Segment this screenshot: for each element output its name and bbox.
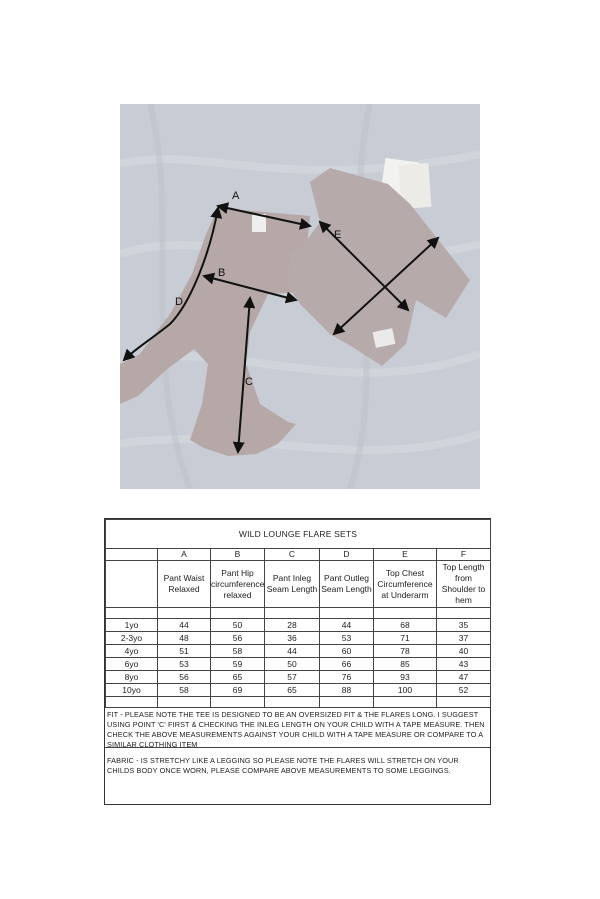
table-cell: 58: [211, 645, 265, 658]
table-cell: 36: [265, 632, 320, 645]
spacer-row: [106, 608, 491, 619]
table-cell: 35: [437, 619, 491, 632]
table-cell: 65: [211, 671, 265, 684]
table-cell: 37: [437, 632, 491, 645]
letter-a: A: [158, 549, 211, 561]
letter-f: F: [437, 549, 491, 561]
table-cell: 44: [265, 645, 320, 658]
table-cell: 52: [437, 684, 491, 697]
table-cell: 100: [374, 684, 437, 697]
header-pant-outleg: Pant Outleg Seam Length: [320, 561, 374, 608]
table-cell: 57: [265, 671, 320, 684]
marker-f: F: [431, 237, 438, 249]
table-cell: 44: [320, 619, 374, 632]
table-row: [106, 632, 491, 645]
size-table: [105, 519, 491, 708]
table-cell: 40: [437, 645, 491, 658]
marker-c: C: [245, 376, 253, 388]
spacer-row: [106, 697, 491, 708]
table-cell: 53: [320, 632, 374, 645]
table-cell: 78: [374, 645, 437, 658]
letter-c: C: [265, 549, 320, 561]
letter-row: [106, 549, 491, 561]
table-row: [106, 619, 491, 632]
table-cell: 50: [265, 658, 320, 671]
header-row: [106, 561, 491, 608]
header-pant-inleg: Pant Inleg Seam Length: [265, 561, 320, 608]
table-cell: 56: [158, 671, 211, 684]
table-cell: 44: [158, 619, 211, 632]
marker-a: A: [232, 190, 240, 202]
fabric-note: FABRIC - IS STRETCHY LIKE A LEGGING SO PLEASE NOTE THE FLARES WILL STRETCH ON YOUR CHILDS BODY ONCE WORN, PLEASE COMPARE ABOVE MEASUREMENTS TO SOME LEGGINGS.: [107, 756, 459, 775]
fit-note: FIT - PLEASE NOTE THE TEE IS DESIGNED TO BE AN OVERSIZED FIT & THE FLARES LONG. I SUGGEST USING POINT 'C' FIRST & CHECKING THE INLEG LENGTH ON YOUR CHILD WITH A TAPE MEASURE. THEN CHECK THE ABOVE MEASUREMENTS AGAINST YOUR CHILD WITH A TAPE MEASURE OR COMPARE TO A SIMILAR CLOTHING ITEM: [105, 708, 490, 748]
table-cell: 58: [158, 684, 211, 697]
table-cell: 88: [320, 684, 374, 697]
marker-e: E: [334, 229, 342, 241]
table-cell: 59: [211, 658, 265, 671]
size-label: 10yo: [106, 684, 158, 697]
size-label: 2-3yo: [106, 632, 158, 645]
table-cell: 60: [320, 645, 374, 658]
size-label: 8yo: [106, 671, 158, 684]
garment-illustration: [120, 104, 480, 489]
header-top-length: Top Length from Shoulder to hem: [437, 561, 491, 608]
table-cell: 47: [437, 671, 491, 684]
letter-d: D: [320, 549, 374, 561]
table-row: [106, 671, 491, 684]
table-cell: 53: [158, 658, 211, 671]
table-cell: 50: [211, 619, 265, 632]
table-cell: 71: [374, 632, 437, 645]
table-row: [106, 645, 491, 658]
table-cell: 85: [374, 658, 437, 671]
header-pant-hip: Pant Hip circumference relaxed: [211, 561, 265, 608]
size-chart: [104, 518, 491, 805]
size-label: 4yo: [106, 645, 158, 658]
table-cell: 28: [265, 619, 320, 632]
table-cell: 66: [320, 658, 374, 671]
header-pant-waist: Pant Waist Relaxed: [158, 561, 211, 608]
table-cell: 43: [437, 658, 491, 671]
letter-e: E: [374, 549, 437, 561]
product-photo: [120, 104, 480, 489]
letter-b: B: [211, 549, 265, 561]
table-cell: 65: [265, 684, 320, 697]
size-label: 6yo: [106, 658, 158, 671]
table-row: [106, 658, 491, 671]
size-label: 1yo: [106, 619, 158, 632]
table-row: [106, 684, 491, 697]
marker-d: D: [175, 296, 183, 308]
header-top-chest: Top Chest Circumference at Underarm: [374, 561, 437, 608]
table-cell: 69: [211, 684, 265, 697]
table-title: WILD LOUNGE FLARE SETS: [106, 520, 491, 549]
table-cell: 68: [374, 619, 437, 632]
table-cell: 51: [158, 645, 211, 658]
marker-b: B: [218, 267, 226, 279]
table-cell: 56: [211, 632, 265, 645]
table-cell: 93: [374, 671, 437, 684]
table-cell: 48: [158, 632, 211, 645]
table-cell: 76: [320, 671, 374, 684]
